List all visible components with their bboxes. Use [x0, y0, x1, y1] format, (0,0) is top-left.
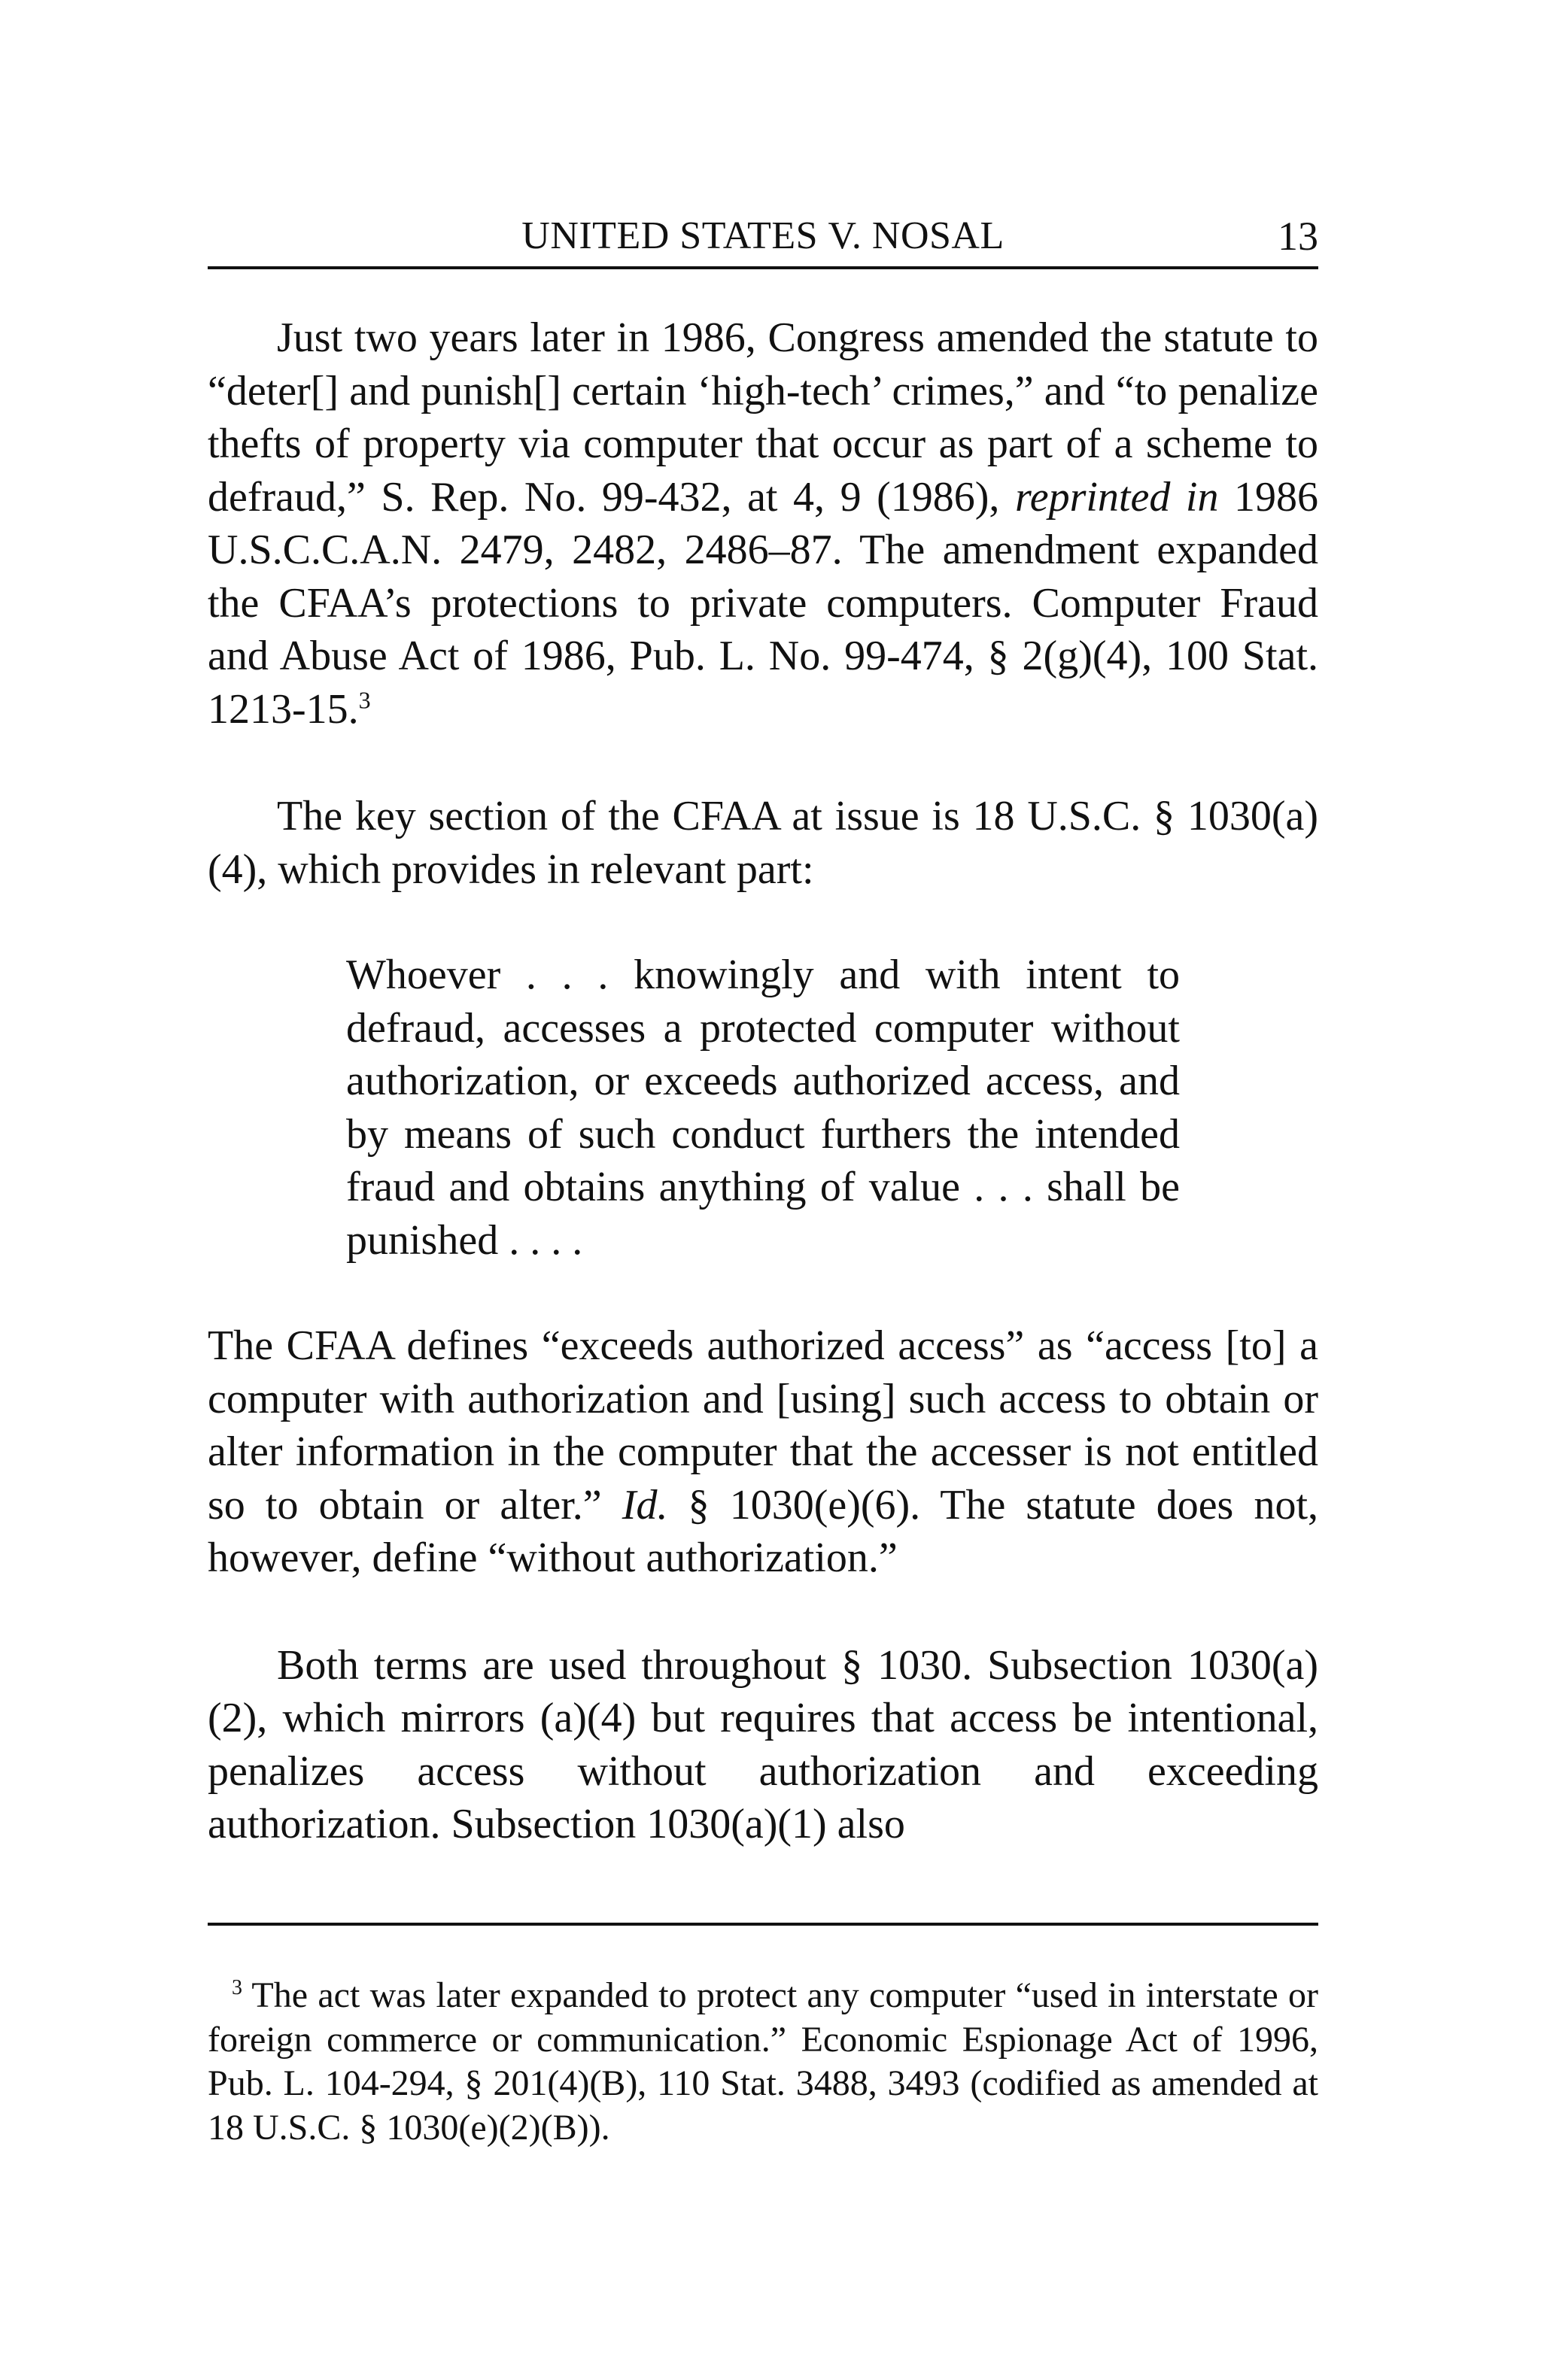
- caption-word-1-rest: NITED: [550, 214, 670, 257]
- running-header: [208, 209, 1318, 269]
- footnote-reference[interactable]: 3: [358, 685, 371, 713]
- statute-blockquote: Whoever . . . knowingly and with intent to defraud, accesses a protected computer without authorization, or exceeds authorized access, and by means of such conduct furthers the intended fraud and obtains anything of value . . . shall be punished . . . .: [346, 952, 1180, 1264]
- paragraph-1-text-a: Just two years later in 1986, Congress amended the statute to “deter[] and punish[] certain ‘high-tech’ crimes,” and “to penalize thefts of property via computer that occur as part of a scheme to defraud,” S. Rep. No. 99-432, at 4, 9 (1986),: [208, 314, 1318, 521]
- caption-word-1-initial: U: [521, 214, 551, 257]
- caption-word-3-initial: N: [871, 214, 901, 257]
- footnote-3: [208, 1974, 1318, 2150]
- caption-word-3-rest: OSAL: [900, 214, 1005, 257]
- paragraph-4: Both terms are used throughout § 1030. Subsection 1030(a)(2), which mirrors (a)(4) but requires that access be intentional, penalizes access without authorization and exceeding authorization. Subsection 1030(a)(1) also: [208, 1641, 1318, 1847]
- page-number: 13: [1278, 214, 1318, 259]
- case-caption: [208, 214, 1318, 259]
- caption-word-2-initial: S: [679, 214, 702, 257]
- footnote-text: The act was later expanded to protect any computer “used in interstate or foreign commerce or communication.” Economic Espionage Act of 1996, Pub. L. 104-294, § 201(4)(B), 110 Stat. 3488, 3493 (codified as amended at 18 U.S.C. § 1030(e)(2)(B)).: [208, 1975, 1318, 2148]
- footnote-number: 3: [232, 1976, 242, 1999]
- paragraph-spacer: [208, 1585, 1318, 1639]
- paragraph-3-text-a: The CFAA defines “exceeds authorized access” as “access [to] a computer with authorization and [using] such access to obtain or alter information in the computer that the accesser is not entitled so to obtain or alter.”: [208, 1322, 1318, 1528]
- main-text: [208, 311, 1318, 1851]
- paragraph-spacer: [208, 1267, 1318, 1319]
- caption-versus: V.: [828, 214, 862, 257]
- paragraph-3-text-b: § 1030(e)(6). The statute does not, however, define “without authorization.”: [208, 1481, 1319, 1581]
- paragraph-3: [208, 1319, 1318, 1585]
- paragraph-2: The key section of the CFAA at issue is 18 U.S.C. § 1030(a)(4), which provides in relevant part:: [208, 793, 1318, 893]
- id-citation-italic: Id.: [622, 1481, 668, 1528]
- footnote-divider: [208, 1923, 1318, 1926]
- caption-word-2-rest: TATES: [701, 214, 819, 257]
- paragraph-spacer: [208, 736, 1318, 790]
- paragraph-1-text-b: 1986 U.S.C.C.A.N. 2479, 2482, 2486–87. The amendment expanded the CFAA’s protections to private computers. Computer Fraud and Abuse Act of 1986, Pub. L. No. 99-474, § 2(g)(4), 100 Stat. 1213-15.: [208, 473, 1319, 733]
- paragraph-1: [208, 311, 1318, 736]
- paragraph-spacer: [208, 896, 1318, 949]
- citation-italic: reprinted in: [1015, 473, 1219, 521]
- document-page: [208, 0, 1318, 2380]
